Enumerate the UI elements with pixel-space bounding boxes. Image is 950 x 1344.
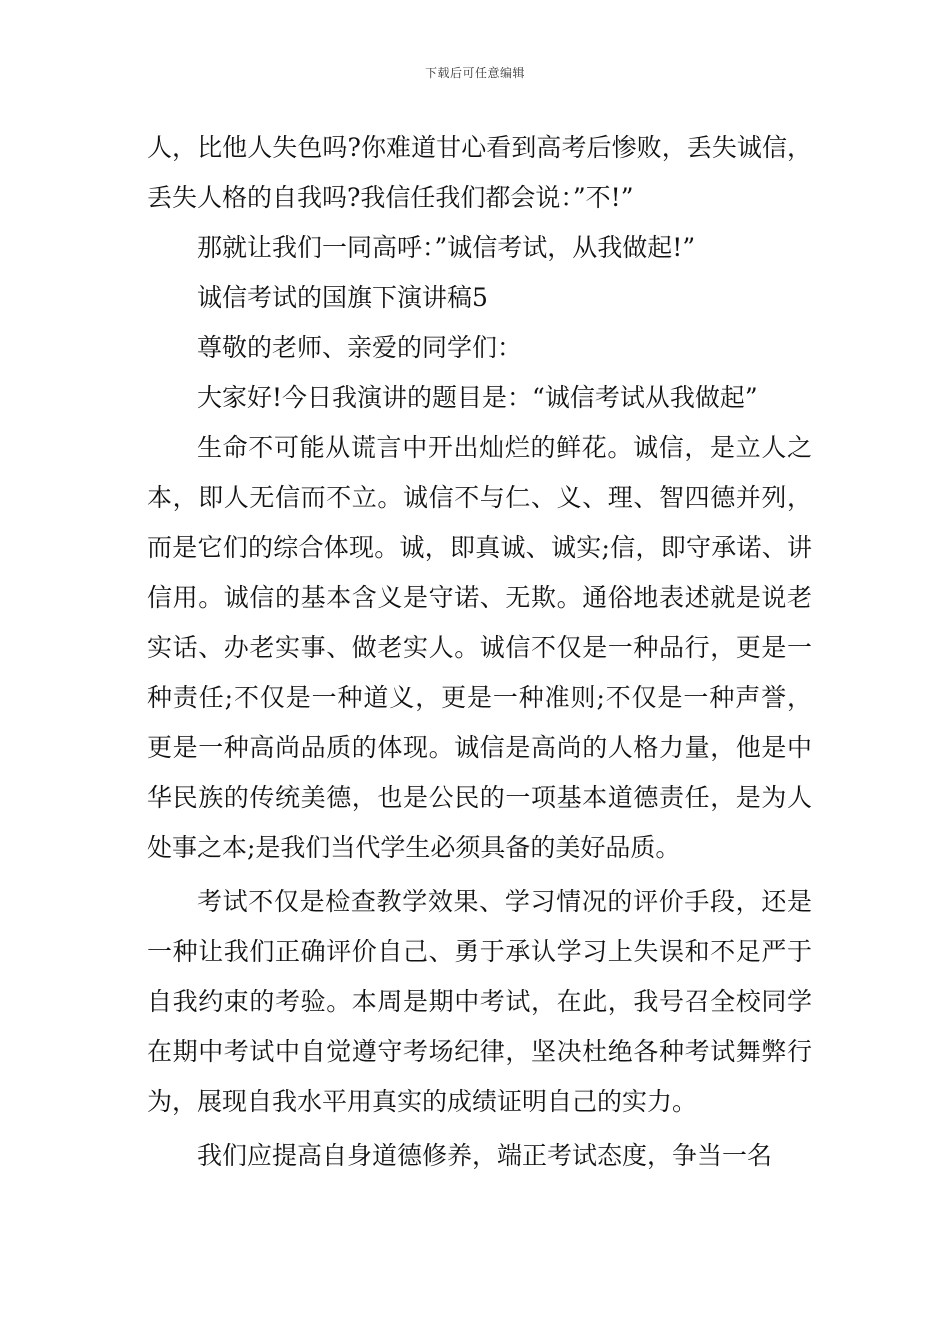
paragraph-continuation: 人，比他人失色吗?你难道甘心看到高考后惨败，丢失诚信，丢失人格的自我吗?我信任我们都会说：”不!” (147, 133, 812, 212)
paragraph-body: 考试不仅是检查教学效果、学习情况的评价手段，还是一种让我们正确评价自己、勇于承认学习上失误和不足严于自我约束的考验。本周是期中考试，在此，我号召全校同学在期中考试中自觉遵守考场纪律，坚决杜绝各种考试舞弊行为，展现自我水平用真实的成绩证明自己的实力。 (147, 887, 812, 1116)
paragraph-slogan: 那就让我们一同高呼：”诚信考试，从我做起!” (197, 233, 696, 262)
page-header: 下载后可任意编辑 (424, 66, 525, 80)
paragraph-body: 生命不可能从谎言中开出灿烂的鲜花。诚信，是立人之本，即人无信而不立。诚信不与仁、义、理、智四德并列，而是它们的综合体现。诚，即真诚、诚实;信，即守承诺、讲信用。诚信的基本含义是守诺、无欺。通俗地表述就是说老实话、办老实事、做老实人。诚信不仅是一种品行，更是一种责任;不仅是一种道义，更是一种准则;不仅是一种声誉，更是一种高尚品质的体现。诚信是高尚的人格力量，他是中华民族的传统美德，也是公民的一项基本道德责任，是为人处事之本;是我们当代学生必须具备的美好品质。 (147, 433, 812, 862)
document-body (147, 123, 812, 1181)
section-title: 诚信考试的国旗下演讲稿5 (197, 283, 488, 312)
paragraph-greeting: 大家好!今日我演讲的题目是：“诚信考试从我做起” (197, 383, 758, 412)
paragraph-body: 我们应提高自身道德修养，端正考试态度，争当一名 (197, 1141, 773, 1170)
paragraph-salutation: 尊敬的老师、亲爱的同学们： (197, 333, 523, 362)
